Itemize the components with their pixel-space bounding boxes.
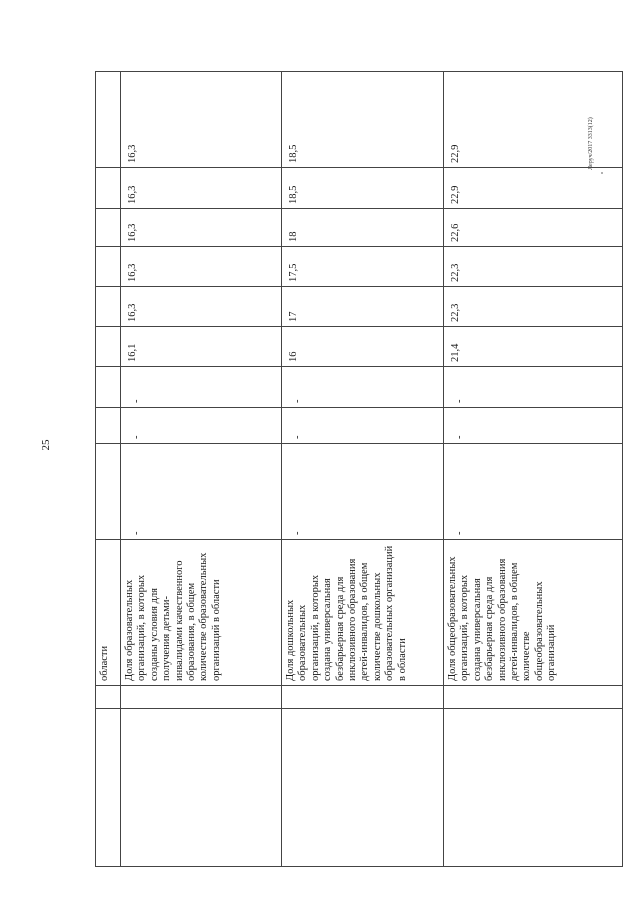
- table-cell-empty: [96, 709, 121, 867]
- value-cell: 22,3: [444, 247, 623, 287]
- table-cell-empty: [96, 247, 121, 287]
- table-cell-empty: [96, 408, 121, 444]
- table-row: [444, 72, 623, 867]
- value-cell: -: [121, 408, 282, 444]
- indicator-name: Доля общеобразовательных организаций, в которых создана универсальная безбарьерная среда для инклюзивного образования детей-инвалидов, в общем количестве общеобразовательных организаций: [444, 540, 623, 686]
- value-cell: 18,5: [282, 168, 444, 209]
- value-cell: -: [282, 367, 444, 408]
- table-row: [96, 72, 121, 867]
- value-cell: -: [121, 444, 282, 540]
- target-cell: 16,3: [121, 72, 282, 168]
- value-cell: 16: [282, 327, 444, 367]
- value-cell: 18: [282, 209, 444, 247]
- table-cell-empty: [96, 209, 121, 247]
- value-cell: -: [444, 367, 623, 408]
- value-cell: -: [282, 444, 444, 540]
- value-cell: 16,3: [121, 287, 282, 327]
- table-cell-empty: [282, 686, 444, 709]
- value-cell: 16,3: [121, 247, 282, 287]
- page-number: 25: [40, 439, 52, 451]
- table-cell-empty: [121, 709, 282, 867]
- table-cell-empty: [444, 686, 623, 709]
- value-cell: -: [444, 408, 623, 444]
- header-cell: области: [96, 540, 121, 686]
- value-cell: 17: [282, 287, 444, 327]
- value-cell: -: [121, 367, 282, 408]
- rotated-table: [95, 72, 582, 867]
- table-row: [121, 72, 282, 867]
- indicator-name: Доля образовательных организаций, в которых созданы условия для получения детьми-инвалидами качественного образования, в общем количестве образовательных организаций в области: [121, 540, 282, 686]
- table-row: [282, 72, 444, 867]
- table-cell-empty: [96, 168, 121, 209]
- value-cell: 22,9: [444, 168, 623, 209]
- table-cell-empty: [96, 72, 121, 168]
- table-cell-empty: [96, 327, 121, 367]
- indicators-table: [95, 71, 623, 867]
- table-cell-empty: [96, 686, 121, 709]
- table-cell-empty: [96, 287, 121, 327]
- value-cell: 16,1: [121, 327, 282, 367]
- value-cell: 21,4: [444, 327, 623, 367]
- table-wrapper: [95, 72, 582, 867]
- table-cell-empty: [96, 444, 121, 540]
- table-cell-empty: [444, 709, 623, 867]
- value-cell: 22,3: [444, 287, 623, 327]
- table-cell-empty: [121, 686, 282, 709]
- document-code: Леруч/2017 3313(12): [588, 117, 594, 170]
- table-cell-empty: [96, 367, 121, 408]
- target-cell: 18,5: [282, 72, 444, 168]
- indicator-name: Доля дошкольных образовательных организаций, в которых создана универсальная безбарьерная среда для инклюзивного образования детей-инвалидов, в общем количестве дошкольных образовательных организаций в области: [282, 540, 444, 686]
- target-cell: 22,9: [444, 72, 623, 168]
- value-cell: -: [282, 408, 444, 444]
- value-cell: 22,6: [444, 209, 623, 247]
- value-cell: 16,3: [121, 168, 282, 209]
- value-cell: 16,3: [121, 209, 282, 247]
- value-cell: -: [444, 444, 623, 540]
- table-cell-empty: [282, 709, 444, 867]
- value-cell: 17,5: [282, 247, 444, 287]
